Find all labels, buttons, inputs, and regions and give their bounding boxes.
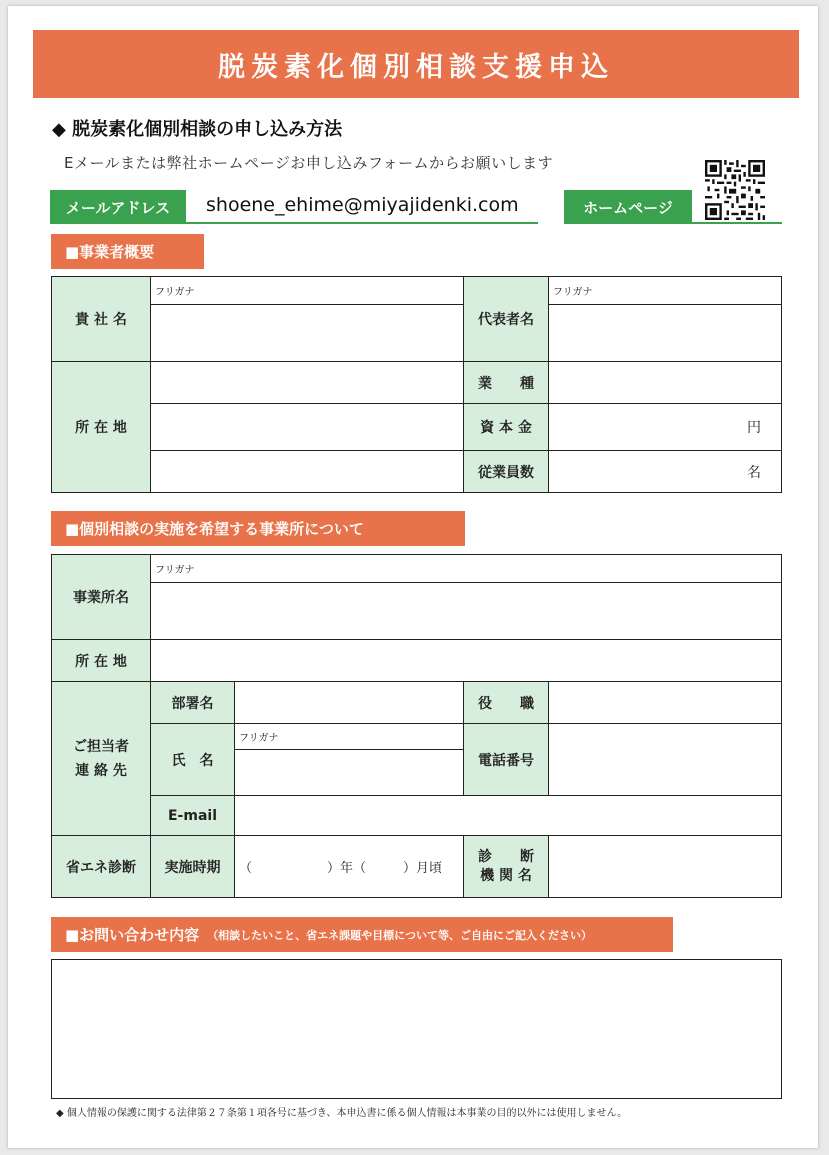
diagnosis-org-label-line-2: 機 関 名 — [480, 867, 532, 884]
howto-title: ◆ 脱炭素化個別相談の申し込み方法 — [52, 119, 343, 140]
inquiry-heading-note: （相談したいこと、省エネ課題や目標について等、ご自由にご記入ください） — [207, 928, 592, 942]
capital-unit: 円 — [747, 420, 761, 436]
capital-label: 資 本 金 — [463, 403, 549, 451]
position-field[interactable] — [548, 681, 782, 724]
email-address-label: メールアドレス — [50, 190, 186, 224]
email-address-link[interactable]: shoene_ehime@miyajidenki.com — [206, 194, 519, 216]
implementation-period-field[interactable] — [234, 835, 464, 898]
email-label: E-mail — [150, 795, 235, 836]
department-field[interactable] — [234, 681, 464, 724]
contact-name-label: 氏 名 — [150, 723, 235, 796]
office-name-field[interactable] — [150, 582, 782, 640]
period-open-paren: （ — [239, 861, 253, 876]
employees-label: 従業員数 — [463, 450, 549, 493]
diagnosis-org-label-line-1: 診 断 — [478, 848, 534, 865]
company-name-label: 貴 社 名 — [51, 276, 151, 362]
contact-person-label — [51, 681, 151, 836]
phone-field[interactable] — [548, 723, 782, 796]
contact-label-line-1: ご担当者 — [73, 738, 129, 755]
industry-label: 業 種 — [463, 361, 549, 404]
company-name-field[interactable] — [150, 304, 464, 362]
representative-label: 代表者名 — [463, 276, 549, 362]
howto-subtitle: Eメールまたは弊社ホームページお申し込みフォームからお願いします — [64, 154, 554, 172]
implementation-period-label: 実施時期 — [150, 835, 235, 898]
period-year-text: ）年（ — [327, 861, 367, 876]
department-label: 部署名 — [150, 681, 235, 724]
contact-label-line-2: 連 絡 先 — [75, 762, 127, 779]
inquiry-content-field[interactable] — [51, 959, 782, 1099]
diagnosis-org-field[interactable] — [548, 835, 782, 898]
section-business-overview-heading: ■事業者概要 — [51, 234, 204, 269]
employees-unit: 名 — [747, 464, 761, 481]
office-name-label: 事業所名 — [51, 554, 151, 640]
employees-field[interactable] — [548, 450, 782, 493]
position-label: 役 職 — [463, 681, 549, 724]
office-furigana-label: フリガナ — [150, 554, 782, 583]
address-line-1-field[interactable] — [150, 361, 464, 404]
email-underline — [186, 222, 538, 224]
homepage-underline — [692, 222, 782, 224]
contact-furigana-label: フリガナ — [234, 723, 464, 750]
company-furigana-label: フリガナ — [150, 276, 464, 305]
capital-field[interactable] — [548, 403, 782, 451]
energy-diagnosis-label: 省エネ診断 — [51, 835, 151, 898]
section-inquiry-heading — [51, 917, 673, 952]
privacy-footnote: ◆ 個人情報の保護に関する法律第２７条第１項各号に基づき、本申込書に係る個人情報は本事業の目的以外には使用しません。 — [56, 1108, 628, 1119]
representative-furigana-label: フリガナ — [548, 276, 782, 305]
contact-email-field[interactable] — [234, 795, 782, 836]
inquiry-heading-text: ■お問い合わせ内容 — [65, 926, 200, 944]
diagnosis-org-label — [463, 835, 549, 898]
address-label: 所 在 地 — [51, 361, 151, 493]
period-month-text: ）月頃 — [403, 861, 443, 876]
application-form-page — [8, 6, 818, 1148]
homepage-label: ホームページ — [564, 190, 692, 224]
form-title: 脱炭素化個別相談支援申込 — [33, 30, 799, 98]
phone-label: 電話番号 — [463, 723, 549, 796]
industry-field[interactable] — [548, 361, 782, 404]
office-address-label: 所 在 地 — [51, 639, 151, 682]
representative-field[interactable] — [548, 304, 782, 362]
qr-code-icon[interactable] — [705, 160, 765, 220]
office-address-field[interactable] — [150, 639, 782, 682]
section-office-heading: ■個別相談の実施を希望する事業所について — [51, 511, 465, 546]
address-line-2-field[interactable] — [150, 403, 464, 451]
contact-name-field[interactable] — [234, 749, 464, 796]
address-line-3-field[interactable] — [150, 450, 464, 493]
